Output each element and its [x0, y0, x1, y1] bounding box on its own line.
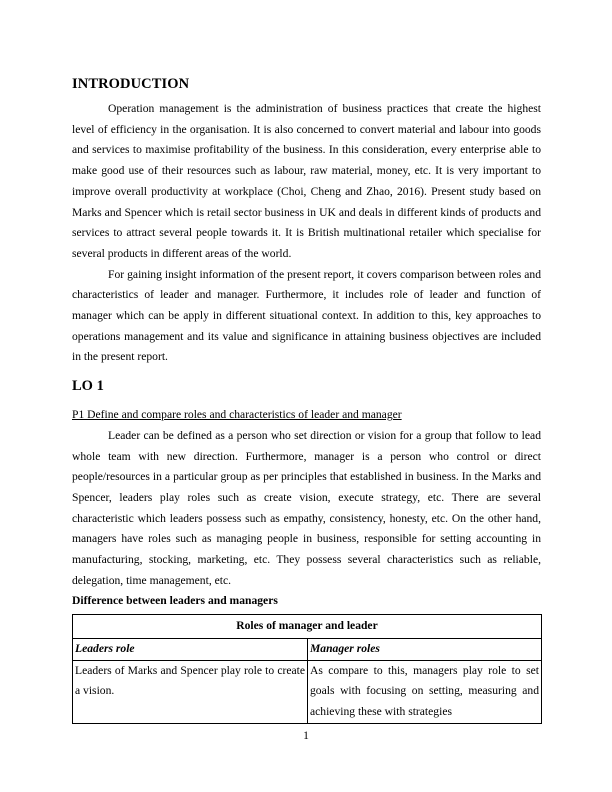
table-row — [73, 660, 542, 723]
lo1-heading: LO 1 — [72, 378, 104, 395]
table-header-leaders: Leaders role — [73, 638, 308, 660]
table-header-managers: Manager roles — [308, 638, 542, 660]
lo1-paragraph: Leader can be defined as a person who set direction or vision for a group that follow to lead whole team with new direction. Furthermore, manager is a person who control or direct people/resources in a particular group as per principles that established in business. In the Marks and Spencer, leaders play roles such as create vision, execute strategy, etc. There are several characteristic which leaders possess such as empathy, consistency, honesty, etc. On the other hand, managers have roles such as managing people in business, responsible for setting accounting in manufacturing, stocking, marketing, etc. They possess several characteristics such as reliable, delegation, time management, etc. — [72, 428, 541, 587]
page-number: 1 — [303, 729, 309, 742]
table-title: Difference between leaders and managers — [72, 594, 278, 608]
table-cell-leader: Leaders of Marks and Spencer play role to create a vision. — [73, 660, 308, 723]
introduction-heading: INTRODUCTION — [72, 76, 190, 92]
intro-paragraph-1: Operation management is the administration of business practices that create the highest level of efficiency in the organisation. It is also concerned to convert material and labour into goods and services to maximise profitability of the business. In this consideration, every enterprise able to make good use of their resources such as labour, raw material, money, etc. It is very important to improve overall productivity at workplace (Choi, Cheng and Zhao, 2016). Present study based on Marks and Spencer which is retail sector business in UK and deals in different kinds of products and services to attract several people towards it. It is British multinational retailer which specialise for several products in different areas of the world. — [72, 102, 541, 260]
roles-table — [72, 614, 542, 724]
p1-subheading: P1 Define and compare roles and characteristics of leader and manager — [72, 408, 402, 422]
document-page — [72, 76, 541, 724]
table-caption: Roles of manager and leader — [73, 615, 542, 639]
intro-paragraph-2: For gaining insight information of the present report, it covers comparison between roles and characteristics of leader and manager. Furthermore, it includes role of leader and function of manager which can be apply in different situational context. In addition to this, key approaches to operations management and its value and significance in attaining business objectives are included in the present report. — [72, 267, 541, 364]
table-cell-manager: As compare to this, managers play role to set goals with focusing on setting, measuring and achieving these with strategies — [308, 660, 542, 723]
